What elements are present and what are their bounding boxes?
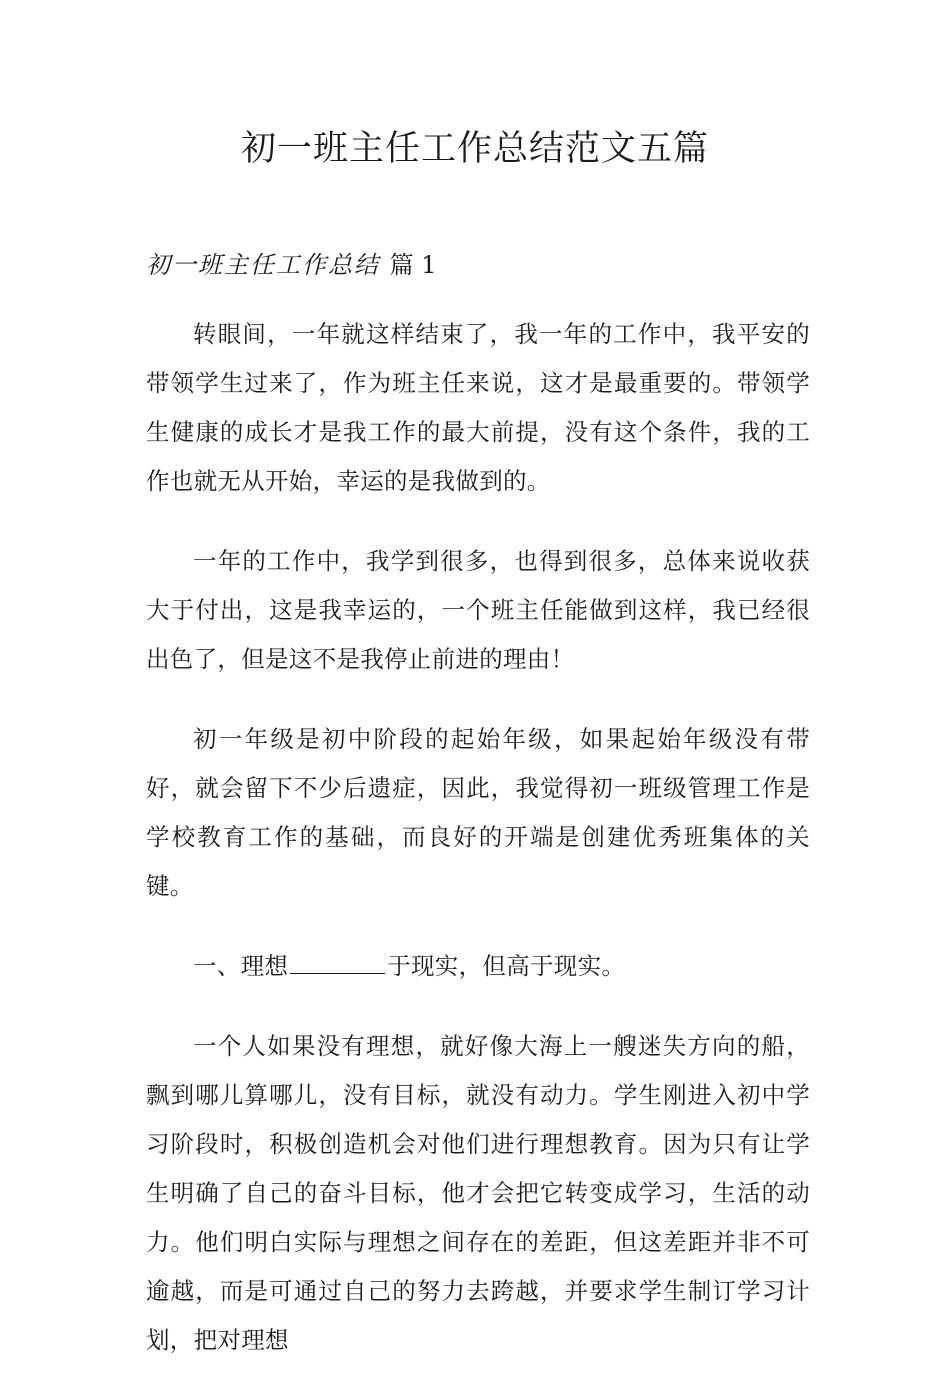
section-heading-text: 初一班主任工作总结 [146, 251, 380, 279]
section-heading [146, 247, 437, 283]
paragraph-2: 一年的工作中，我学到很多，也得到很多，总体来说收获大于付出，这是我幸运的，一个班主任能做到这样，我已经很出色了，但是这不是我停止前进的理由！ [146, 547, 810, 673]
point-one-after: 于现实，但高于现实。 [387, 952, 626, 980]
paragraph-1: 转眼间，一年就这样结束了，我一年的工作中，我平安的带领学生过来了，作为班主任来说，这才是最重要的。带领学生健康的成长才是我工作的最大前提，没有这个条件，我的工作也就无从开始，幸运的是我做到的。 [146, 320, 810, 495]
paragraph-3: 初一年级是初中阶段的起始年级，如果起始年级没有带好，就会留下不少后遗症，因此，我觉得初一班级管理工作是学校教育工作的基础，而良好的开端是创建优秀班集体的关键。 [146, 725, 810, 900]
section-number: 篇 1 [389, 251, 437, 279]
point-one-heading [146, 942, 810, 991]
document-title: 初一班主任工作总结范文五篇 [240, 129, 709, 169]
document-body [146, 310, 810, 1396]
point-one-before: 一、理想 [193, 952, 289, 980]
paragraph-4: 一个人如果没有理想，就好像大海上一艘迷失方向的船，飘到哪儿算哪儿，没有目标，就没有动力。学生刚进入初中学习阶段时，积极创造机会对他们进行理想教育。因为只有让学生明确了自己的奋斗目标，他才会把它转变成学习，生活的动力。他们明白实际与理想之间存在的差距，但这差距并非不可逾越，而是可通过自己的努力去跨越，并要求学生制订学习计划，把对理想 [146, 1032, 810, 1354]
fill-in-blank [290, 947, 385, 974]
